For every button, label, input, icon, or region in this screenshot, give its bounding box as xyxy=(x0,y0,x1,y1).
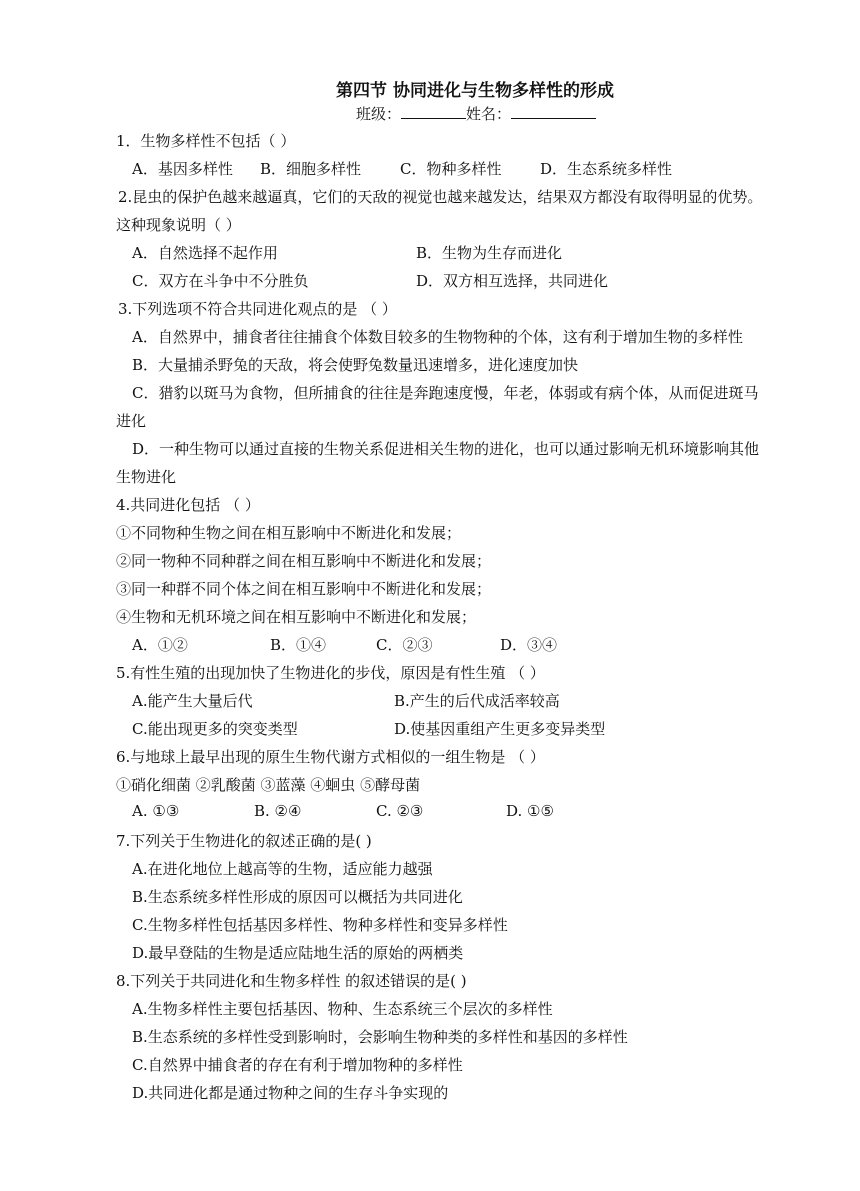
question-6-option-d: D. ①⑤ xyxy=(506,802,554,820)
question-4-option-d: D．③④ xyxy=(500,636,558,654)
question-3-option-a: A．自然界中，捕食者往往捕食个体数目较多的生物物种的个体，这有利于增加生物的多样性 xyxy=(132,328,743,346)
question-1-option-d: D．生态系统多样性 xyxy=(540,160,673,178)
question-2-option-d: D．双方相互选择，共同进化 xyxy=(416,272,609,290)
question-6-stem: 6.与地球上最早出现的原生生物代谢方式相似的一组生物是 （ ） xyxy=(116,748,545,766)
class-blank[interactable] xyxy=(401,104,466,119)
question-3-option-b: B．大量捕杀野兔的天敌，将会使野兔数量迅速增多，进化速度加快 xyxy=(132,356,579,374)
question-7-option-c: C.生物多样性包括基因多样性、物种多样性和变异多样性 xyxy=(132,916,508,934)
question-3-option-c-line2: 进化 xyxy=(116,412,147,430)
question-5-option-b: B.产生的后代成活率较高 xyxy=(394,692,560,710)
question-1-option-b: B．细胞多样性 xyxy=(260,160,362,178)
question-2-option-b: B．生物为生存而进化 xyxy=(416,244,563,262)
question-6-option-c: C. ②③ xyxy=(376,802,424,820)
question-2-option-c: C．双方在斗争中不分胜负 xyxy=(132,272,309,290)
question-4-option-a: A．①② xyxy=(132,636,188,654)
question-7-option-d: D.最早登陆的生物是适应陆地生活的原始的两栖类 xyxy=(132,944,464,962)
question-3-option-c-line1: C．猎豹以斑马为食物，但所捕食的往往是奔跑速度慢，年老，体弱或有病个体，从而促进斑马 xyxy=(132,384,759,402)
question-3-option-d-line2: 生物进化 xyxy=(116,468,177,486)
question-6-organism-list: ①硝化细菌 ②乳酸菌 ③蓝藻 ④蛔虫 ⑤酵母菌 xyxy=(116,776,421,794)
question-3-option-d-line1: D．一种生物可以通过直接的生物关系促进相关生物的进化，也可以通过影响无机环境影响其他 xyxy=(132,440,760,458)
question-1-stem: 1．生物多样性不包括（ ） xyxy=(116,132,296,150)
question-4-statement-1: ①不同物种生物之间在相互影响中不断进化和发展； xyxy=(116,524,462,542)
question-1-option-a: A．基因多样性 xyxy=(132,160,233,178)
question-8-option-c: C.自然界中捕食者的存在有利于增加物种的多样性 xyxy=(132,1056,463,1074)
name-label: 姓名： xyxy=(466,105,512,123)
question-7-option-b: B.生态系统多样性形成的原因可以概括为共同进化 xyxy=(132,888,463,906)
question-2-stem-line2: 这种现象说明（ ） xyxy=(116,216,241,234)
question-2-option-a: A．自然选择不起作用 xyxy=(132,244,278,262)
class-label: 班级： xyxy=(356,105,402,123)
page-title: 第四节 协同进化与生物多样性的形成 xyxy=(336,81,614,101)
question-5-stem: 5.有性生殖的出现加快了生物进化的步伐，原因是有性生殖 （ ） xyxy=(116,664,545,682)
name-blank[interactable] xyxy=(511,104,596,119)
question-8-option-d: D.共同进化都是通过物种之间的生存斗争实现的 xyxy=(132,1084,449,1102)
question-4-stem: 4.共同进化包括 （ ） xyxy=(116,496,260,514)
question-4-statement-4: ④生物和无机环境之间在相互影响中不断进化和发展； xyxy=(116,608,477,626)
question-5-option-c: C.能出现更多的突变类型 xyxy=(132,720,298,738)
question-5-option-d: D.使基因重组产生更多变异类型 xyxy=(394,720,606,738)
question-8-option-a: A.生物多样性主要包括基因、物种、生态系统三个层次的多样性 xyxy=(132,1000,553,1018)
question-4-option-c: C．②③ xyxy=(376,636,433,654)
question-6-option-a: A. ①③ xyxy=(132,802,180,820)
question-3-stem: 3.下列选项不符合共同进化观点的是 （ ） xyxy=(118,300,397,318)
question-2-stem-line1: 2.昆虫的保护色越来越逼真，它们的天敌的视觉也越来越发达，结果双方都没有取得明显的优势。 xyxy=(118,188,763,206)
question-4-option-b: B．①④ xyxy=(270,636,327,654)
question-1-option-c: C．物种多样性 xyxy=(400,160,502,178)
student-info xyxy=(356,103,596,124)
question-4-statement-3: ③同一种群不同个体之间在相互影响中不断进化和发展； xyxy=(116,580,492,598)
question-8-stem: 8.下列关于共同进化和生物多样性 的叙述错误的是( ) xyxy=(116,972,467,990)
question-5-option-a: A.能产生大量后代 xyxy=(132,692,253,710)
question-7-stem: 7.下列关于生物进化的叙述正确的是( ) xyxy=(116,832,372,850)
question-7-option-a: A.在进化地位上越高等的生物，适应能力越强 xyxy=(132,860,433,878)
question-4-statement-2: ②同一物种不同种群之间在相互影响中不断进化和发展； xyxy=(116,552,492,570)
question-6-option-b: B. ②④ xyxy=(254,802,302,820)
question-8-option-b: B.生态系统的多样性受到影响时，会影响生物种类的多样性和基因的多样性 xyxy=(132,1028,628,1046)
